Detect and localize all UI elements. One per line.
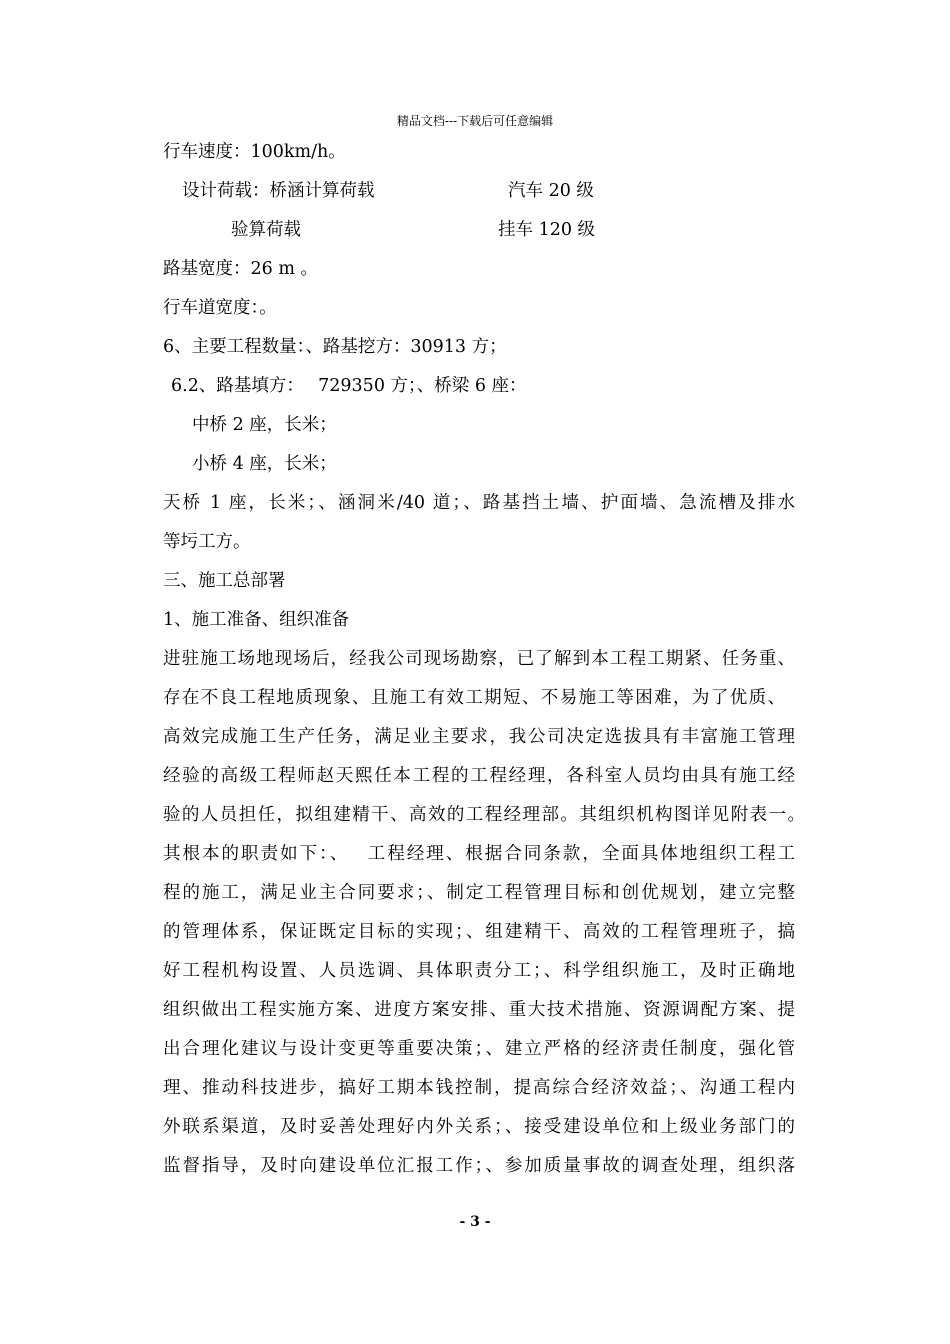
section-heading: 三、施工总部署 [163,571,286,591]
paragraph-line: 高效完成施工生产任务，满足业主要求，我公司决定选拔具有丰富施工管理 [163,727,795,747]
text-line-small-bridge: 小桥 4 座，长米； [192,454,337,474]
paragraph-line: 监督指导，及时向建设单位汇报工作；、参加质量事故的调查处理，组织落 [163,1156,795,1176]
text-line-lane-width: 行车道宽度：。 [163,298,277,318]
paragraph-line: 进驻施工场地现场后，经我公司现场勘察，已了解到本工程工期紧、任务重、 [163,649,795,669]
paragraph-line: 经验的高级工程师赵天熙任本工程的工程经理，各科室人员均由具有施工经 [163,766,795,786]
paragraph-line: 组织做出工程实施方案、进度方案安排、重大技术措施、资源调配方案、提 [163,1000,795,1020]
paragraph-line: 程的施工，满足业主合同要求；、制定工程管理目标和创优规划，建立完整 [163,883,795,903]
paragraph-line: 其根本的职责如下：、 工程经理、根据合同条款，全面具体地组织工程工 [163,844,795,864]
text-line-fill: 6.2、路基填方： 729350 方；、桥梁 6 座： [171,376,527,396]
paragraph-line: 存在不良工程地质现象、且施工有效工期短、不易施工等困难，为了优质、 [163,688,785,708]
text-line-masonry: 等圬工方。 [163,532,251,552]
subsection-heading: 1、施工准备、组织准备 [163,610,350,630]
text-design-load-value: 汽车 20 级 [508,181,594,201]
paragraph-line: 的管理体系，保证既定目标的实现；、组建精干、高效的工程管理班子，搞 [163,922,795,942]
paragraph-line: 理、推动科技进步，搞好工期本钱控制，提高综合经济效益；、沟通工程内 [163,1078,795,1098]
text-line-roadbed-width: 路基宽度：26 m 。 [163,259,318,279]
page-number: - 3 - [459,1214,491,1230]
text-check-load-value: 挂车 120 级 [498,220,596,240]
text-design-load-label: 设计荷载：桥涵计算荷载 [182,181,375,201]
paragraph-line: 出合理化建议与设计变更等重要决策；、建立严格的经济责任制度，强化管 [163,1039,795,1059]
text-check-load-label: 验算荷载 [231,220,301,240]
paragraph-line: 好工程机构设置、人员选调、具体职责分工；、科学组织施工，及时正确地 [163,961,795,981]
text-line-speed: 行车速度：100km/h。 [163,142,346,162]
paragraph-line: 验的人员担任，拟组建精干、高效的工程经理部。其组织机构图详见附表一。 [163,805,805,825]
paragraph-line: 外联系渠道，及时妥善处理好内外关系；、接受建设单位和上级业务部门的 [163,1117,795,1137]
text-line-overpass: 天桥 1 座，长米；、涵洞米/40 道；、路基挡土墙、护面墙、急流槽及排水 [163,493,795,513]
text-line-mid-bridge: 中桥 2 座，长米； [192,415,337,435]
text-line-quantities: 6、主要工程数量：、路基挖方：30913 方； [163,337,507,357]
page-header: 精品文档---下载后可任意编辑 [396,114,554,128]
